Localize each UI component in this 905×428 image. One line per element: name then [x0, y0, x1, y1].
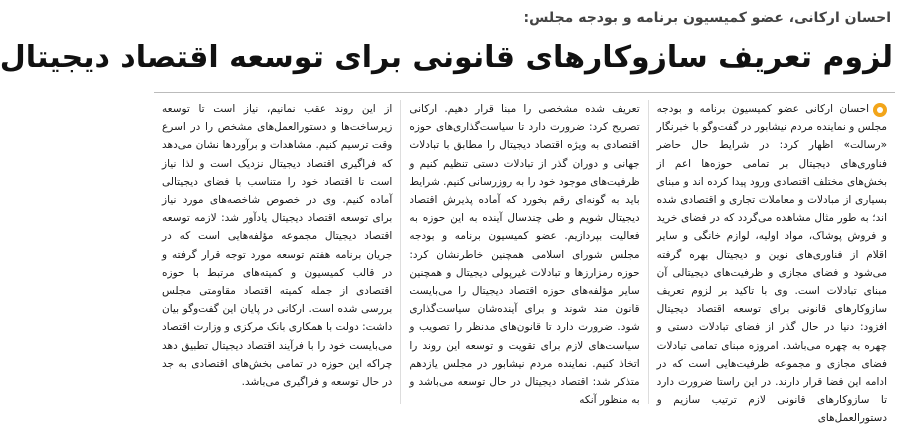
headline-divider: [154, 92, 895, 93]
publication-logo-icon: [873, 103, 887, 117]
column-1-text: احسان ارکانی عضو کمیسیون برنامه و بودجه مجلس و نماینده مردم نیشابور در گفت‌وگو با خبرنگار «رسالت» اظهار کرد: در شرایط حال حاضر فناوری‌های دیجیتال بر تمامی حوزه‌ها اعم از بخش‌های مختلف اقتصادی ورود پیدا کرده اند و مبنای بسیاری از مبادلات و معاملات تجاری و اقتصادی شده اند؛ به طور مثال مشاهده می‌گردد که در فضای خرید و فروش پوشاک، مواد اولیه، لوازم خانگی و سایر اقلام از فناوری‌های نوین و دیجیتال بهره گرفته می‌شود و فضای مجازی و ظرفیت‌های دیجیتالی آن مبنای تبادلات است. وی با تاکید بر لزوم تعریف سازوکارهای قانونی برای توسعه اقتصاد دیجیتال افزود: دنیا در حال گذر از فضای تبادلات دستی و چهره به چهره می‌باشد. امروزه مبنای تمامی تبادلات فضای مجازی و مجموعه ظرفیت‌هایی است که در ادامه این فضا قرار دارند. در این راستا ضرورت دارد تا سازوکارهای قانونی لازم ترتیب سازیم و دستورالعمل‌های: [656, 103, 887, 425]
article-column-2: [401, 100, 648, 407]
article-column-1: [649, 100, 895, 425]
column-3-text: از این روند عقب نمانیم، نیاز است تا توسعه زیرساخت‌ها و دستورالعمل‌های مشخص را در اسرع وقت ترسیم کنیم. مشاهدات و برآوردها نشان می‌دهد که فراگیری اقتصاد دیجیتال نزدیک است و لذا نیاز است تا اقتصاد خود را متناسب با فضای دیجیتالی آماده کنیم. وی در خصوص شاخصه‌های مورد نیاز برای توسعه اقتصاد دیجیتال یادآور شد: لازمه توسعه اقتصاد دیجیتال مجموعه مؤلفه‌هایی است که در جریان برنامه هفتم توسعه مورد توجه قرار گرفته و در قالب کمیسیون و کمیته‌های مرتبط با حوزه اقتصادی از جمله کمیته اقتصاد مقاومتی مجلس بررسی شده است. ارکانی در پایان این گفت‌وگو بیان داشت: دولت با همکاری بانک مرکزی و وزارت اقتصاد می‌بایست خود را با فرآیند اقتصاد دیجیتال تطبیق دهد چراکه این حوزه در تمامی بخش‌های اقتصادی به جد در حال توسعه و فراگیری می‌باشد.: [162, 103, 393, 389]
article-headline: لزوم تعریف سازوکارهای قانونی برای توسعه اقتصاد دیجیتال: [0, 40, 893, 75]
column-2-text: تعریف شده مشخصی را مبنا قرار دهیم. ارکانی تصریح کرد: ضرورت دارد تا سیاست‌گذاری‌های حوزه اقتصادی به ویژه اقتصاد دیجیتال را مطابق با تبادلات جهانی و دوران گذر از تبادلات دستی تنظیم کنیم و ظرفیت‌های موجود خود را به روزرسانی کنیم. شرایط باید به گونه‌ای رقم بخورد که آماده پذیرش اقتصاد دیجیتال شویم و طی چندسال آینده به این حوزه به فعالیت بپردازیم. عضو کمیسیون برنامه و بودجه مجلس شورای اسلامی همچنین خاطرنشان کرد: حوزه رمزارزها و تبادلات غیرپولی دیجیتال و همچنین سایر مؤلفه‌های حوزه اقتصاد دیجیتال را می‌بایست قانون مند شوند و برای آینده‌شان سیاست‌گذاری شود. ضرورت دارد تا قانون‌های مدنظر را تصویب و سیاست‌های لازم برای تقویت و توسعه این روند را اتخاذ کنیم. نماینده مردم نیشابور در مجلس یازدهم متذکر شد: اقتصاد دیجیتال در حال توسعه می‌باشد و به منظور آنکه: [409, 103, 640, 407]
article-column-3: [154, 100, 401, 404]
article-kicker: احسان ارکانی، عضو کمیسیون برنامه و بودجه مجلس:: [523, 10, 891, 26]
article-body: [154, 100, 895, 425]
